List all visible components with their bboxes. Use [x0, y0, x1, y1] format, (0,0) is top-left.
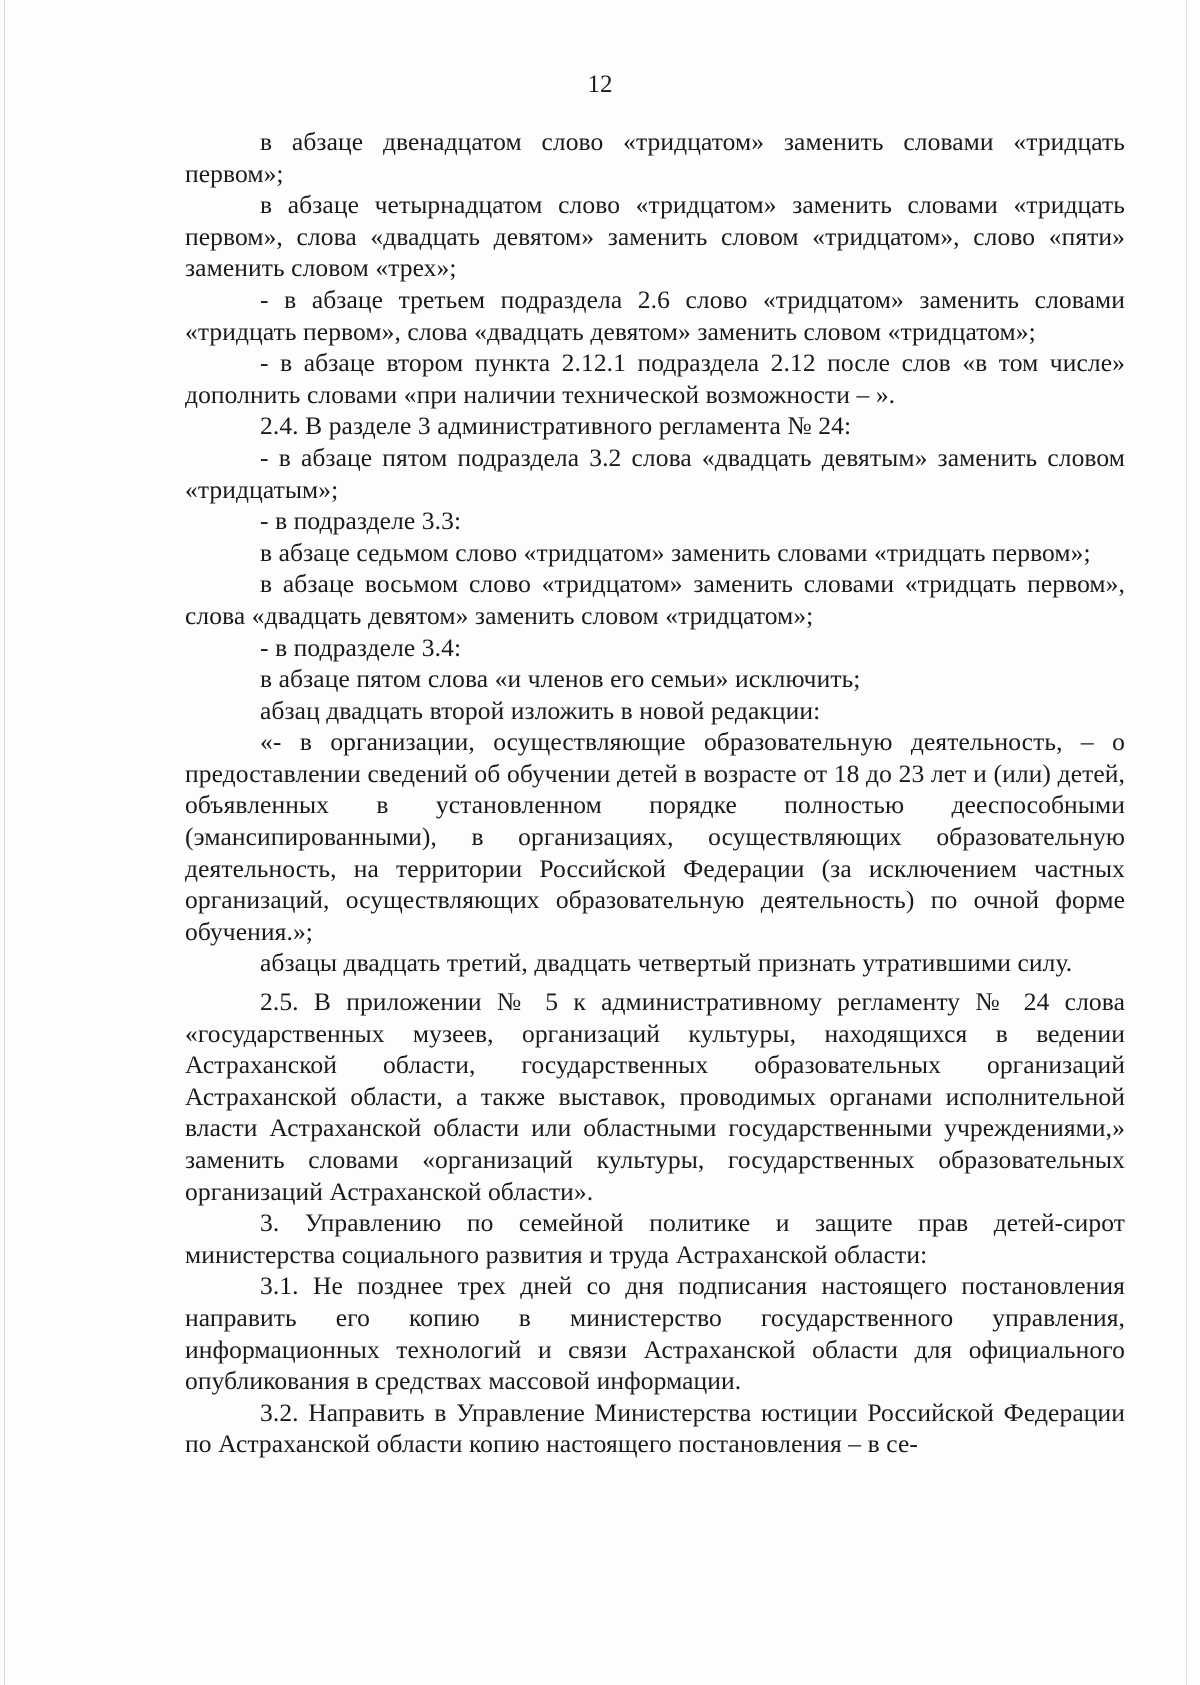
paragraph: 2.5. В приложении № 5 к административному регламенту № 24 слова «государственных музеев, организаций культуры, находящихся в ведении Астраханской области, государственных образовательных организаций Астраханской области, а также выставок, проводимых органами исполнительной власти Астраханской области или областными государственными учреждениями,» заменить словами «организаций культуры, государственных образовательных организаций Астраханской области».	[185, 987, 1125, 1206]
paragraph: - в подразделе 3.3:	[260, 506, 462, 536]
paragraph: «- в организации, осуществляющие образовательную деятельность, – о предоставлении сведений об обучении детей в возрасте от 18 до 23 лет и (или) детей, объявленных в установленном порядке полностью дееспособными (эмансипированными), в организациях, осуществляющих образовательную деятельность, на территории Российской Федерации (за исключением частных организаций, осуществляющих образовательную деятельность) по очной форме обучения.»;	[185, 727, 1125, 946]
paragraph: в абзаце пятом слова «и членов его семьи» исключить;	[260, 664, 861, 694]
page-number: 12	[587, 71, 613, 98]
document-body	[185, 126, 1125, 1460]
paragraph: - в абзаце пятом подраздела 3.2 слова «двадцать девятым» заменить словом «тридцатым»;	[185, 442, 1125, 504]
paragraph: - в подразделе 3.4:	[260, 632, 462, 662]
paragraph: в абзаце четырнадцатом слово «тридцатом» заменить словами «тридцать первом», слова «двадцать девятом» заменить словом «тридцатом», слово «пяти» заменить словом «трех»;	[185, 190, 1125, 283]
paragraph: в абзаце седьмом слово «тридцатом» заменить словами «тридцать первом»;	[260, 537, 1091, 567]
paragraph: - в абзаце третьем подраздела 2.6 слово «тридцатом» заменить словами «тридцать первом», слова «двадцать девятом» заменить словом «тридцатом»;	[185, 284, 1125, 346]
paragraph: - в абзаце втором пункта 2.12.1 подраздела 2.12 после слов «в том числе» дополнить словами «при наличии технической возможности – ».	[185, 348, 1125, 409]
paragraph: абзац двадцать второй изложить в новой редакции:	[260, 695, 821, 725]
paragraph: в абзаце двенадцатом слово «тридцатом» заменить словами «тридцать первом»;	[185, 127, 1125, 188]
paragraph: абзацы двадцать третий, двадцать четвертый признать утратившими силу.	[260, 948, 1073, 978]
paragraph: 3. Управлению по семейной политике и защите прав детей-сирот министерства социального развития и труда Астраханской области:	[185, 1208, 1125, 1269]
paragraph: 3.1. Не позднее трех дней со дня подписания настоящего постановления направить его копию в министерство государственного управления, информационных технологий и связи Астраханской области для официального опубликования в средствах массовой информации.	[185, 1271, 1125, 1396]
paragraph: 2.4. В разделе 3 административного регламента № 24:	[260, 411, 852, 441]
scan-edge-right	[1186, 0, 1187, 1685]
paragraph: 3.2. Направить в Управление Министерства юстиции Российской Федерации по Астраханской области копию настоящего постановления – в се-	[185, 1397, 1125, 1459]
paragraph: в абзаце восьмом слово «тридцатом» заменить словами «тридцать первом», слова «двадцать девятом» заменить словом «тридцатом»;	[185, 569, 1125, 630]
scan-edge-left	[4, 0, 5, 1685]
